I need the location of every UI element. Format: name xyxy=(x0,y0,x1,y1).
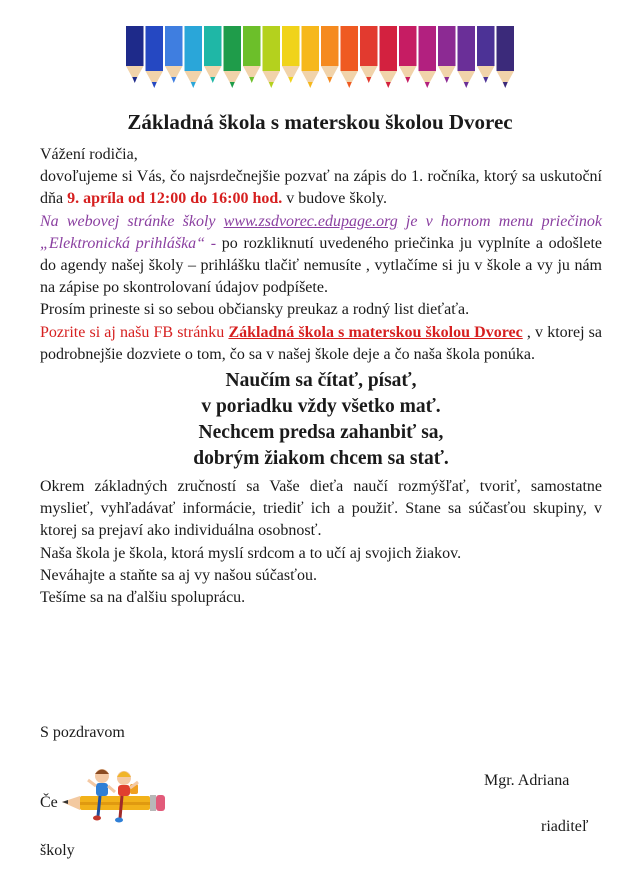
poem xyxy=(40,368,602,472)
pencil-tip xyxy=(171,77,176,83)
invite-text: dovoľujeme si Vás, čo najsrdečnejšie pozvať na zápis do 1. ročníka, ktorý sa uskutoční dňa xyxy=(40,168,602,208)
web-intro: Na webovej stránke školy xyxy=(40,212,224,230)
pencil-body xyxy=(419,26,437,71)
poem-line: dobrým žiakom chcem sa stať. xyxy=(193,448,449,470)
pencil-tip xyxy=(425,82,430,88)
hesitate-line: Neváhajte a staňte sa aj vy našou súčasťou. xyxy=(40,566,317,584)
signature-name: Mgr. Adriana xyxy=(484,772,570,789)
fb-paragraph xyxy=(40,322,602,366)
pencil-tip xyxy=(132,77,137,83)
web-menu-text: je v hornom menu priečinok „Elektronická prihláška“ - xyxy=(40,212,602,252)
signature-role: riaditeľ xyxy=(541,818,589,835)
letter-body xyxy=(40,144,602,609)
page-title: Základná škola s materskou školou Dvorec xyxy=(127,110,513,134)
pencil-body xyxy=(380,26,398,71)
poem-line: v poriadku vždy všetko mať. xyxy=(201,396,441,418)
pencil-body xyxy=(263,26,281,71)
pencil-body xyxy=(126,26,144,66)
fb-text: , v ktorej sa podrobnejšie dozviete o tom, čo sa v našej škole deje a čo naša škola ponúka. xyxy=(40,323,603,363)
pencil-tip xyxy=(366,77,371,83)
enrollment-date: 9. apríla od 12:00 do 16:00 hod. xyxy=(67,190,283,208)
pencil-tip xyxy=(308,82,313,88)
left-fragment-school: školy xyxy=(40,842,75,859)
pencil-body xyxy=(360,26,378,66)
pencil-body xyxy=(477,26,495,66)
pencil-body xyxy=(282,26,300,66)
pencil-body xyxy=(497,26,515,71)
pencil-tip xyxy=(269,82,274,88)
pencil-body xyxy=(146,26,164,71)
pencil-tip xyxy=(210,77,215,83)
pencil-tip xyxy=(249,77,254,83)
pencil-body xyxy=(302,26,320,71)
pencil-tip xyxy=(405,77,410,83)
fb-intro: Pozrite si aj našu FB stránku xyxy=(40,323,229,341)
pencil-body xyxy=(399,26,417,66)
fb-page-link[interactable]: Základná škola s materskou školou Dvorec xyxy=(228,323,523,341)
pencil-tip xyxy=(444,77,449,83)
children-on-pencil-illustration xyxy=(58,764,168,844)
pencil-tip xyxy=(152,82,157,88)
pencil-body xyxy=(165,26,183,66)
poem-line: Nechcem predsa zahanbiť sa, xyxy=(198,422,444,444)
left-fragment: Če xyxy=(40,794,58,811)
looking-forward-line: Tešíme sa na ďalšiu spoluprácu. xyxy=(40,589,246,607)
pencil-body xyxy=(321,26,339,66)
poem-line: Naučím sa čítať, písať, xyxy=(225,370,417,392)
pencil-tip xyxy=(347,82,352,88)
pencil-body xyxy=(204,26,222,66)
closing: S pozdravom xyxy=(40,724,125,741)
pencil-tip xyxy=(386,82,391,88)
greeting: Vážení rodičia, xyxy=(40,146,138,163)
pencil-body xyxy=(341,26,359,71)
pencil-body xyxy=(224,26,242,71)
pencil-tip xyxy=(464,82,469,88)
pencil-tip xyxy=(288,77,293,83)
pencil-tip xyxy=(327,77,332,83)
invite-text-end: v budove školy. xyxy=(282,190,387,208)
colored-pencils-banner xyxy=(125,26,515,92)
pencil-tip xyxy=(191,82,196,88)
pencil-tip xyxy=(483,77,488,83)
school-website-link[interactable]: www.zsdvorec.edupage.org xyxy=(223,212,398,230)
pencil-tip xyxy=(230,82,235,88)
pencil-body xyxy=(243,26,261,66)
pencil-body xyxy=(458,26,476,71)
web-paragraph xyxy=(40,211,602,300)
pencil-body xyxy=(438,26,456,66)
documents-note: Prosím prineste si so sebou občiansky preukaz a rodný list dieťaťa. xyxy=(40,301,470,319)
skills-paragraph: Okrem základných zručností sa Vaše dieťa naučí rozmýšľať, tvoriť, samostatne myslieť, vyhľadávať informácie, triediť ich a použiť. Stane sa súčasťou skupiny, v ktorej sa prejaví ako individuálna osobnosť. xyxy=(40,478,602,540)
heart-line: Naša škola je škola, ktorá myslí srdcom a to učí aj svojich žiakov. xyxy=(40,544,462,562)
web-instructions: po rozkliknutí uvedeného priečinka ju vyplníte a odošlete do agendy našej školy – prihlášku tlačiť nemusíte , vytlačíme si ju v škole a vy ju nám na zápise po skontrolovaní údajov podpíšete. xyxy=(40,234,603,297)
pencil-tip xyxy=(503,82,508,88)
invite-paragraph xyxy=(40,166,602,210)
pencil-body xyxy=(185,26,203,71)
